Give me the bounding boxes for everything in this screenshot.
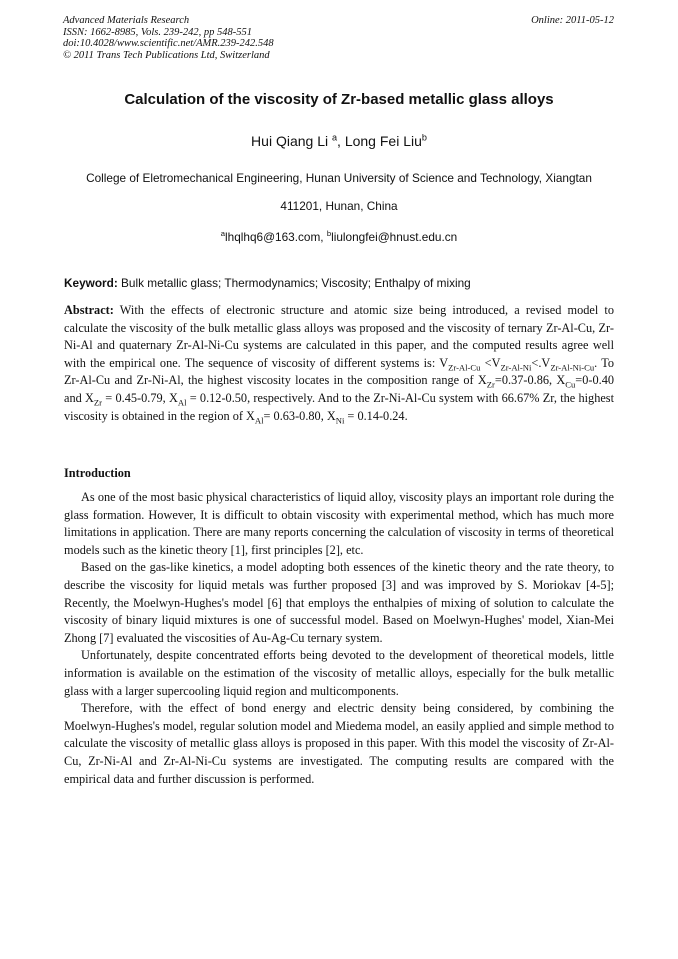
- subscript: Zr-Al-Cu: [448, 362, 481, 373]
- paragraph: As one of the most basic physical characteristics of liquid alloy, viscosity plays an important role during the glass formation. However, It is difficult to obtain viscosity with experimental method, which has much more limitations in application. There are many reports concerning the calculation of viscosity in terms of theoretical models such as the kinetic theory [1], first principles [2], etc.: [64, 490, 614, 557]
- keyword-label: Keyword:: [64, 276, 118, 290]
- subscript: Zr-Al-Ni-Cu: [550, 362, 595, 373]
- paragraph: Therefore, with the effect of bond energy and electric density being considered, by combining the Moelwyn-Hughes's model, regular solution model and Miedema model, an easily applied and simple method to calculate the viscosity of metallic glass alloys is proposed in this paper. With this model the viscosity of Zr-Al-Cu, Zr-Ni-Al and Zr-Al-Ni-Cu systems are investigated. The computing results are compared with the empirical data and further discussion is performed.: [64, 701, 614, 786]
- email-link[interactable]: liulongfei@hnust.edu.cn: [331, 230, 458, 244]
- journal-header: [63, 15, 274, 61]
- affiliation-line: 411201, Hunan, China: [280, 199, 398, 213]
- subscript: Zr: [486, 379, 495, 390]
- author-affil-mark: a: [331, 132, 338, 143]
- section-heading: Introduction: [64, 466, 131, 480]
- abstract-text: =0-0.40 and X: [64, 373, 614, 405]
- online-date: Online: 2011-05-12: [531, 15, 614, 26]
- subscript: Ni: [335, 415, 345, 426]
- affiliation-line: College of Eletromechanical Engineering, Hunan University of Science and Technology, Xiangtan: [86, 171, 592, 185]
- keywords: [64, 276, 624, 290]
- abstract-text: =0.37-0.86, X: [494, 373, 566, 388]
- email-mark: b: [326, 229, 332, 239]
- abstract-text: . To Zr-Al-Cu and Zr-Ni-Al, the highest viscosity locates in the composition range of X: [64, 355, 614, 388]
- abstract-text: = 0.45-0.79, X: [102, 390, 178, 405]
- abstract-text: With the effects of electronic structure and atomic size being introduced, a revised model to calculate the viscosity of the bulk metallic glass alloys was proposed and the viscosity of ternary Zr-Al-Cu, Zr-Ni-Al and quaternary Zr-Al-Ni-Cu systems are calculated in this paper, and the computed results agree well with the empirical one. The sequence of viscosity of different systems is: V: [64, 303, 614, 370]
- paper-title: Calculation of the viscosity of Zr-based metallic glass alloys: [124, 91, 554, 108]
- paragraph: Unfortunately, despite concentrated efforts being devoted to the development of theoretical models, little information is available on the estimation of the viscosity of metallic alloys, especially for the bulk metallic glass with a larger supercooling liquid region and multicomponents.: [64, 648, 614, 698]
- author-emails: [0, 230, 678, 244]
- keyword-text: Bulk metallic glass; Thermodynamics; Viscosity; Enthalpy of mixing: [121, 276, 471, 290]
- journal-name: Advanced Materials Research: [63, 15, 190, 26]
- abstract-text: <V: [480, 355, 501, 370]
- abstract-text: = 0.12-0.50, respectively. And to the Zr-Ni-Al-Cu system with 66.67% Zr, the highest viscosity is obtained in the region of X: [64, 390, 615, 423]
- author-name: Hui Qiang Li: [251, 133, 329, 149]
- subscript: Zr-Al-Ni: [500, 362, 532, 373]
- journal-issn: ISSN: 1662-8985, Vols. 239-242, pp 548-551: [63, 26, 252, 38]
- author-list: Hui Qiang Li $^a$, Long Fei Liu$^b$: [251, 132, 427, 149]
- journal-copyright: © 2011 Trans Tech Publications Ltd, Switzerland: [63, 49, 270, 61]
- abstract-label: Abstract:: [64, 303, 114, 317]
- abstract-text: <.V: [531, 355, 551, 370]
- email-link[interactable]: lhqlhq6@163.com,: [225, 230, 324, 244]
- abstract-text: = 0.14-0.24.: [344, 408, 408, 423]
- journal-doi: doi:10.4028/www.scientific.net/AMR.239-242.548: [63, 38, 274, 49]
- subscript: Al: [254, 415, 264, 426]
- subscript: Cu: [565, 379, 576, 390]
- subscript: Zr: [93, 397, 103, 408]
- paragraph: Based on the gas-like kinetics, a model adopting both essences of the kinetic theory and the rate theory, to describe the viscosity for liquid metals was further proposed [3] and was improved by S. Moriokav [4-5]; Recently, the Moelwyn-Hughes's model [6] that employs the enthalpies of mixing of solution to calculate the viscosity of binary liquid mixtures is one of successful model. Based on Moelwyn-Hughes' model, Xian-Mei Zhong [7] evaluated the viscosities of Au-Ag-Cu ternary system.: [64, 560, 614, 645]
- author-name: Long Fei Liu: [344, 133, 422, 149]
- introduction-body: [64, 489, 614, 788]
- author-affil-mark: b: [421, 132, 427, 143]
- abstract: [64, 302, 614, 425]
- email-mark: a: [220, 229, 226, 239]
- abstract-text: = 0.63-0.80, X: [263, 408, 336, 423]
- subscript: Al: [177, 397, 187, 408]
